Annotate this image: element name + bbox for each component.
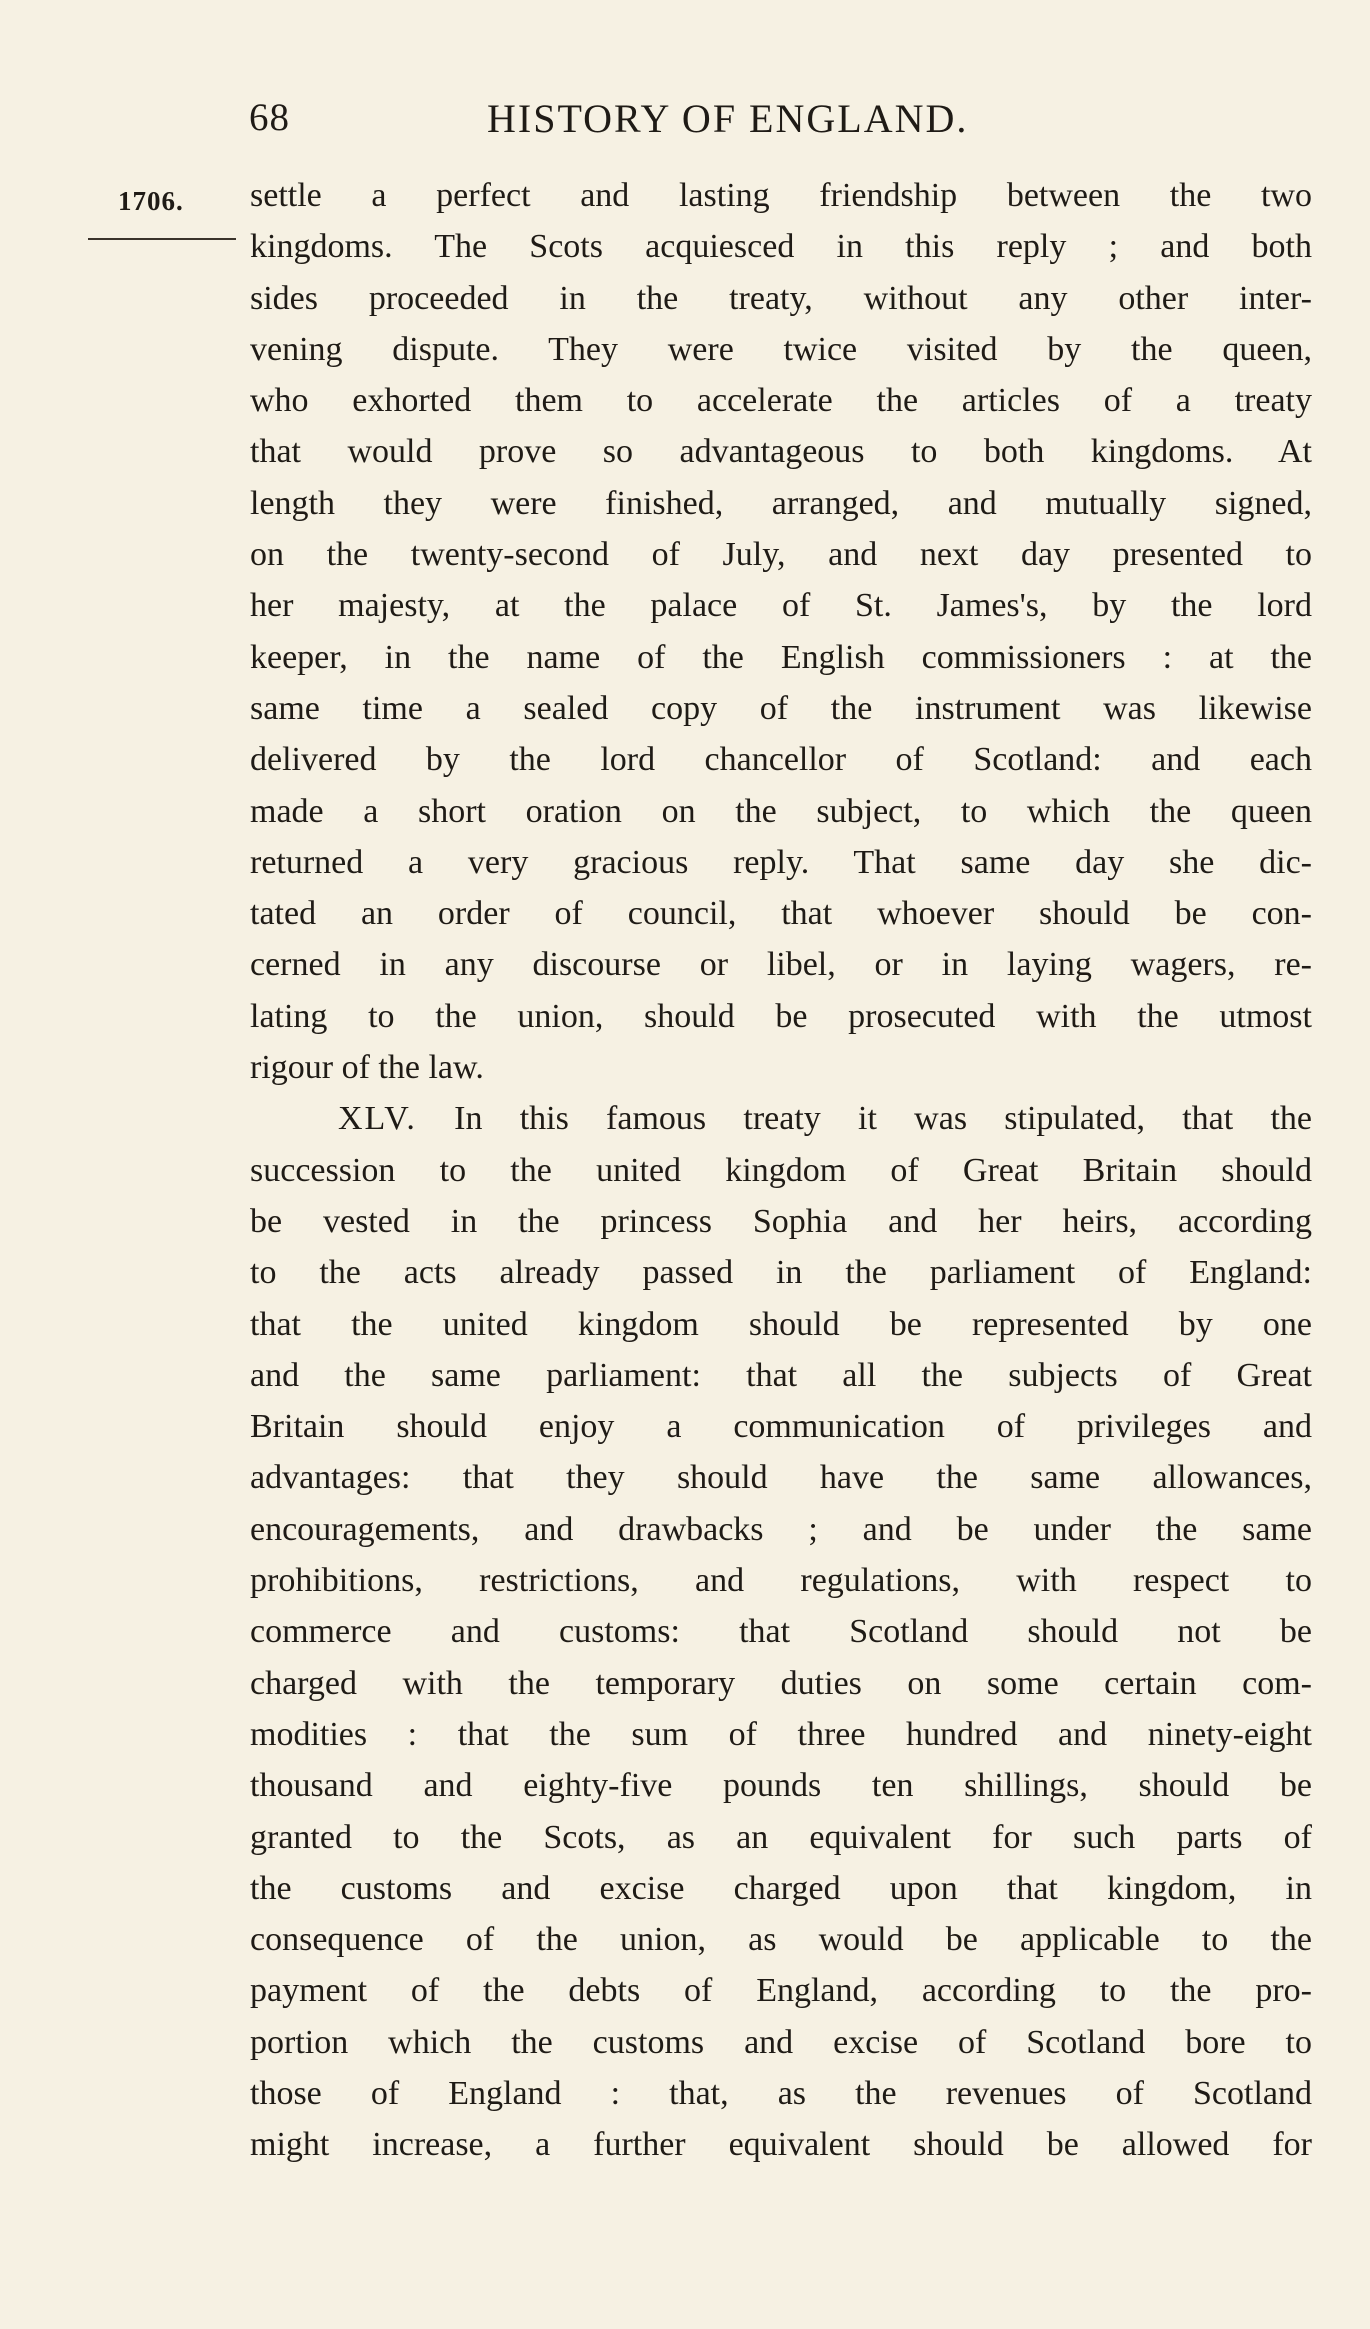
page-number: 68	[249, 96, 290, 139]
text-line: modities : that the sum of three hundred and ninety-eight	[250, 1715, 1312, 1753]
text-line: cerned in any discourse or libel, or in laying wagers, re-	[250, 946, 1312, 984]
text-line: portion which the customs and excise of Scotland bore to	[250, 2023, 1312, 2061]
text-line: Britain should enjoy a communication of privileges and	[250, 1408, 1312, 1446]
text-line: charged with the temporary duties on some certain com-	[250, 1664, 1312, 1702]
text-line: those of England : that, as the revenues of Scotland	[250, 2074, 1312, 2112]
section-first-text: In this famous treaty it was stipulated, that the	[454, 1100, 1313, 1138]
text-line: the customs and excise charged upon that kingdom, in	[250, 1869, 1312, 1907]
paragraph-end-line: rigour of the law.	[250, 1049, 484, 1087]
text-line: kingdoms. The Scots acquiesced in this reply ; and both	[250, 228, 1312, 266]
text-line: length they were finished, arranged, and mutually signed,	[250, 484, 1312, 522]
text-line: payment of the debts of England, according to the pro-	[250, 1972, 1312, 2010]
text-line: settle a perfect and lasting friendship between the two	[250, 177, 1312, 214]
section-start-line	[250, 1093, 1312, 1144]
text-line: that would prove so advantageous to both kingdoms. At	[250, 433, 1312, 471]
text-line: her majesty, at the palace of St. James's, by the lord	[250, 587, 1312, 625]
text-line: advantages: that they should have the same allowances,	[250, 1459, 1312, 1497]
page-title: HISTORY OF ENGLAND.	[487, 96, 969, 141]
text-line: keeper, in the name of the English commissioners : at the	[250, 638, 1312, 676]
text-line: thousand and eighty-five pounds ten shillings, should be	[250, 1767, 1312, 1805]
text-line: commerce and customs: that Scotland should not be	[250, 1613, 1312, 1651]
running-head	[245, 95, 1145, 155]
text-line: encouragements, and drawbacks ; and be under the same	[250, 1510, 1312, 1548]
text-line: tated an order of council, that whoever should be con-	[250, 895, 1312, 933]
section-number: XLV.	[338, 1100, 417, 1138]
text-line: might increase, a further equivalent should be allowed for	[250, 2126, 1312, 2164]
text-line: made a short oration on the subject, to which the queen	[250, 792, 1312, 830]
text-line: and the same parliament: that all the subjects of Great	[250, 1356, 1312, 1394]
text-line: be vested in the princess Sophia and her heirs, according	[250, 1202, 1312, 1240]
text-line: returned a very gracious reply. That same day she dic-	[250, 843, 1312, 881]
text-line: granted to the Scots, as an equivalent for such parts of	[250, 1818, 1312, 1856]
text-line: consequence of the union, as would be applicable to the	[250, 1921, 1312, 1959]
text-line: on the twenty-second of July, and next day presented to	[250, 536, 1312, 574]
text-line: vening dispute. They were twice visited by the queen,	[250, 330, 1312, 368]
text-line: lating to the union, should be prosecuted with the utmost	[250, 997, 1312, 1035]
text-line: sides proceeded in the treaty, without any other inter-	[250, 279, 1312, 317]
text-line: that the united kingdom should be represented by one	[250, 1305, 1312, 1343]
margin-year: 1706.	[118, 186, 184, 216]
text-line: succession to the united kingdom of Great Britain should	[250, 1151, 1312, 1189]
text-line: to the acts already passed in the parliament of England:	[250, 1254, 1312, 1292]
margin-rule	[88, 238, 236, 240]
body-text	[250, 170, 1312, 2171]
text-line: delivered by the lord chancellor of Scotland: and each	[250, 741, 1312, 779]
text-line: who exhorted them to accelerate the articles of a treaty	[250, 382, 1312, 420]
text-line: same time a sealed copy of the instrument was likewise	[250, 689, 1312, 727]
text-line: prohibitions, restrictions, and regulations, with respect to	[250, 1562, 1312, 1600]
